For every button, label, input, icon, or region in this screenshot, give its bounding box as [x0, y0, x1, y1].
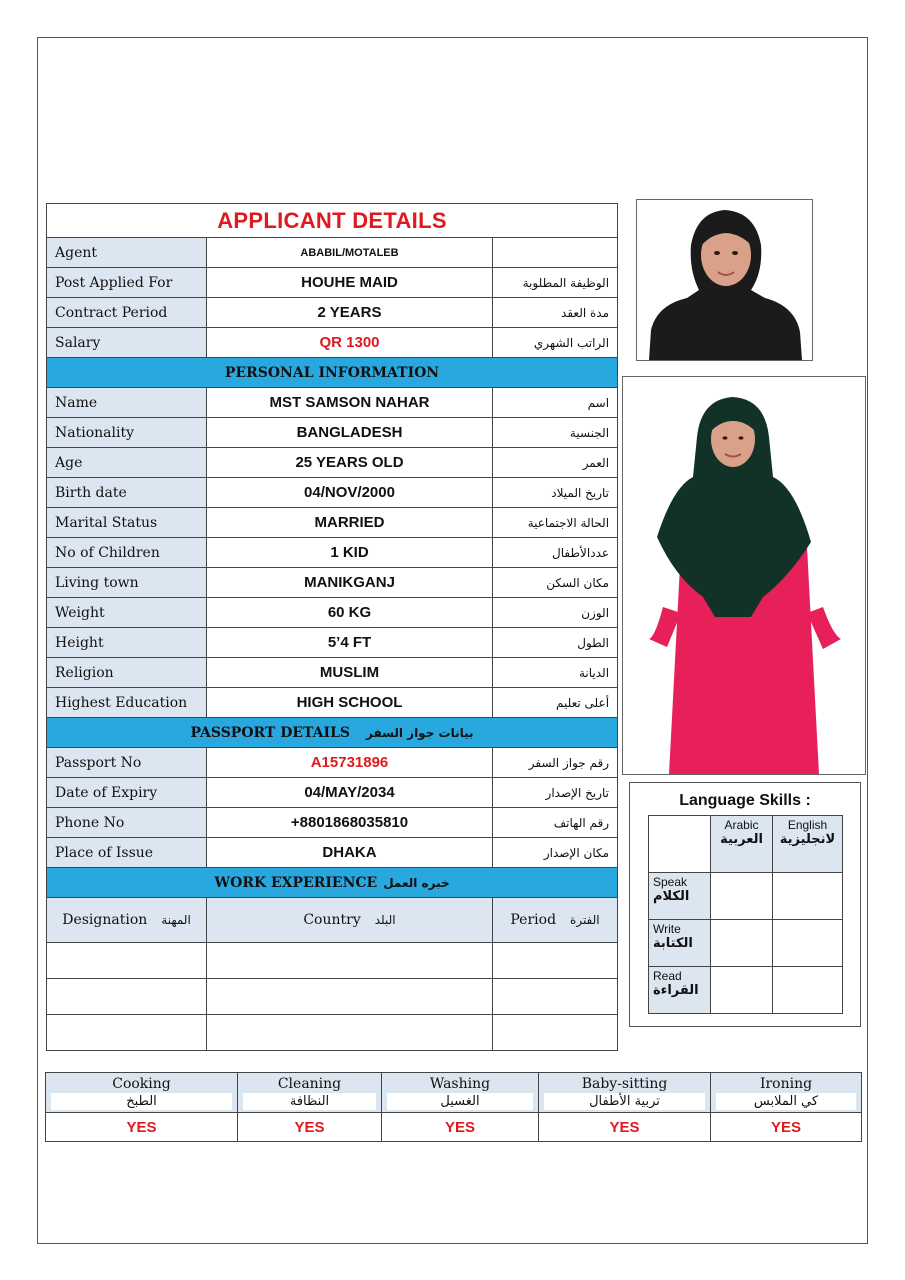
- field-value-religion: MUSLIM: [207, 658, 493, 688]
- field-label-arabic: مكان الإصدار: [493, 838, 618, 868]
- field-value-education: HIGH SCHOOL: [207, 688, 493, 718]
- field-value-height: 5’4 FT: [207, 628, 493, 658]
- personal-section-header: [47, 358, 618, 388]
- field-label: Height: [47, 628, 207, 658]
- field-value-passport-no: A15731896: [207, 748, 493, 778]
- row-salary: [47, 328, 618, 358]
- language-row-write: [649, 920, 843, 967]
- language-skills-title: Language Skills :: [679, 792, 811, 809]
- row-religion: [47, 658, 618, 688]
- field-label-arabic: الحالة الاجتماعية: [493, 508, 618, 538]
- row-expiry: [47, 778, 618, 808]
- skill-value-cooking: YES: [46, 1113, 238, 1142]
- section-title-arabic: بيانات جواز السفر: [366, 725, 474, 740]
- column-header-designation: Designation المهنة: [47, 898, 207, 943]
- field-label: Agent: [47, 238, 207, 268]
- field-label: No of Children: [47, 538, 207, 568]
- field-label-arabic: أعلى تعليم: [493, 688, 618, 718]
- field-label: Weight: [47, 598, 207, 628]
- field-label-arabic: اسم: [493, 388, 618, 418]
- field-label-arabic: تاريخ الإصدار: [493, 778, 618, 808]
- field-label: Place of Issue: [47, 838, 207, 868]
- row-contract: [47, 298, 618, 328]
- portrait-image: [637, 200, 812, 360]
- field-label-arabic: الوزن: [493, 598, 618, 628]
- field-label: Living town: [47, 568, 207, 598]
- field-label: Age: [47, 448, 207, 478]
- field-value-contract: 2 YEARS: [207, 298, 493, 328]
- row-living-town: [47, 568, 618, 598]
- language-row-read: [649, 967, 843, 1014]
- row-name: [47, 388, 618, 418]
- work-row: [47, 979, 618, 1015]
- field-label: Phone No: [47, 808, 207, 838]
- language-cell: [711, 920, 773, 967]
- field-label-arabic: رقم الهاتف: [493, 808, 618, 838]
- column-header-country: Country البلد: [207, 898, 493, 943]
- section-title: PASSPORT DETAILS: [190, 724, 351, 741]
- row-weight: [47, 598, 618, 628]
- row-children: [47, 538, 618, 568]
- field-value-age: 25 YEARS OLD: [207, 448, 493, 478]
- field-label: Post Applied For: [47, 268, 207, 298]
- field-label-arabic: الجنسية: [493, 418, 618, 448]
- field-value-children: 1 KID: [207, 538, 493, 568]
- language-columns-header: [649, 816, 843, 873]
- row-agent: [47, 238, 618, 268]
- field-label-arabic: الديانة: [493, 658, 618, 688]
- skills-value-row: [46, 1113, 862, 1142]
- top-rows: [47, 238, 618, 358]
- row-passport-no: [47, 748, 618, 778]
- skill-cleaning: Cleaning النظافة: [238, 1073, 382, 1113]
- work-row: [47, 943, 618, 979]
- skills-table: [45, 1072, 862, 1142]
- row-post: [47, 268, 618, 298]
- skill-value-washing: YES: [382, 1113, 539, 1142]
- title-row: [47, 204, 618, 238]
- column-header-english: English لانجليزية: [773, 816, 843, 873]
- field-label: Highest Education: [47, 688, 207, 718]
- language-cell: [711, 873, 773, 920]
- field-label: Contract Period: [47, 298, 207, 328]
- work-section-header: [47, 868, 618, 898]
- skill-value-ironing: YES: [711, 1113, 862, 1142]
- personal-rows: [47, 388, 618, 718]
- field-label: Religion: [47, 658, 207, 688]
- field-label: Nationality: [47, 418, 207, 448]
- field-label-arabic: عددالأطفال: [493, 538, 618, 568]
- field-value-place-of-issue: DHAKA: [207, 838, 493, 868]
- language-cell: [773, 873, 843, 920]
- row-phone: [47, 808, 618, 838]
- skill-baby-sitting: Baby-sitting تربية الأطفال: [539, 1073, 711, 1113]
- section-title: PERSONAL INFORMATION: [47, 358, 618, 388]
- column-header-period: Period الفترة: [493, 898, 618, 943]
- language-cell: [773, 967, 843, 1014]
- field-value-birth-date: 04/NOV/2000: [207, 478, 493, 508]
- field-label-arabic: الوظيفة المطلوبة: [493, 268, 618, 298]
- field-value-phone: +8801868035810: [207, 808, 493, 838]
- page-title: APPLICANT DETAILS: [217, 207, 447, 233]
- skill-washing: Washing الغسيل: [382, 1073, 539, 1113]
- row-place-of-issue: [47, 838, 618, 868]
- field-value-marital-status: MARRIED: [207, 508, 493, 538]
- field-label-arabic: مكان السكن: [493, 568, 618, 598]
- language-cell: [773, 920, 843, 967]
- skill-value-baby-sitting: YES: [539, 1113, 711, 1142]
- full-length-image: [623, 377, 865, 774]
- skill-cooking: Cooking الطبخ: [46, 1073, 238, 1113]
- field-value-post: HOUHE MAID: [207, 268, 493, 298]
- section-title: WORK EXPERIENCE: [214, 874, 378, 891]
- section-title-arabic: خبره العمل: [383, 875, 450, 890]
- skill-value-cleaning: YES: [238, 1113, 382, 1142]
- row-nationality: [47, 418, 618, 448]
- work-row: [47, 1015, 618, 1051]
- field-value-living-town: MANIKGANJ: [207, 568, 493, 598]
- field-value-agent: ABABIL/MOTALEB: [207, 238, 493, 268]
- language-skills-box: [629, 782, 861, 1027]
- passport-section-header: [47, 718, 618, 748]
- field-label: Date of Expiry: [47, 778, 207, 808]
- row-label-write: Write الكتابة: [649, 920, 711, 967]
- field-label-arabic: مدة العقد: [493, 298, 618, 328]
- field-label-arabic: العمر: [493, 448, 618, 478]
- work-columns-header: [47, 898, 618, 943]
- row-label-speak: Speak الكلام: [649, 873, 711, 920]
- field-value-nationality: BANGLADESH: [207, 418, 493, 448]
- language-cell: [711, 967, 773, 1014]
- field-label: Birth date: [47, 478, 207, 508]
- column-header-arabic: Arabic العربية: [711, 816, 773, 873]
- field-label: Passport No: [47, 748, 207, 778]
- field-value-weight: 60 KG: [207, 598, 493, 628]
- row-height: [47, 628, 618, 658]
- field-value-name: MST SAMSON NAHAR: [207, 388, 493, 418]
- skill-ironing: Ironing ﻛﻲ الملابس: [711, 1073, 862, 1113]
- skills-header-row: [46, 1073, 862, 1113]
- portrait-photo: [636, 199, 813, 361]
- row-age: [47, 448, 618, 478]
- row-birth-date: [47, 478, 618, 508]
- field-value-expiry: 04/MAY/2034: [207, 778, 493, 808]
- applicant-details-table: [46, 203, 618, 1051]
- field-label-arabic: تاريخ الميلاد: [493, 478, 618, 508]
- field-label: Marital Status: [47, 508, 207, 538]
- row-education: [47, 688, 618, 718]
- passport-rows: [47, 748, 618, 868]
- field-label-arabic: [493, 238, 618, 268]
- field-value-salary: QR 1300: [207, 328, 493, 358]
- language-skills-table: [648, 815, 843, 1014]
- field-label-arabic: رقم جواز السفر: [493, 748, 618, 778]
- field-label-arabic: الطول: [493, 628, 618, 658]
- field-label-arabic: الراتب الشهري: [493, 328, 618, 358]
- row-label-read: Read القراءة: [649, 967, 711, 1014]
- field-label: Name: [47, 388, 207, 418]
- field-label: Salary: [47, 328, 207, 358]
- language-row-speak: [649, 873, 843, 920]
- row-marital-status: [47, 508, 618, 538]
- full-length-photo: [622, 376, 866, 775]
